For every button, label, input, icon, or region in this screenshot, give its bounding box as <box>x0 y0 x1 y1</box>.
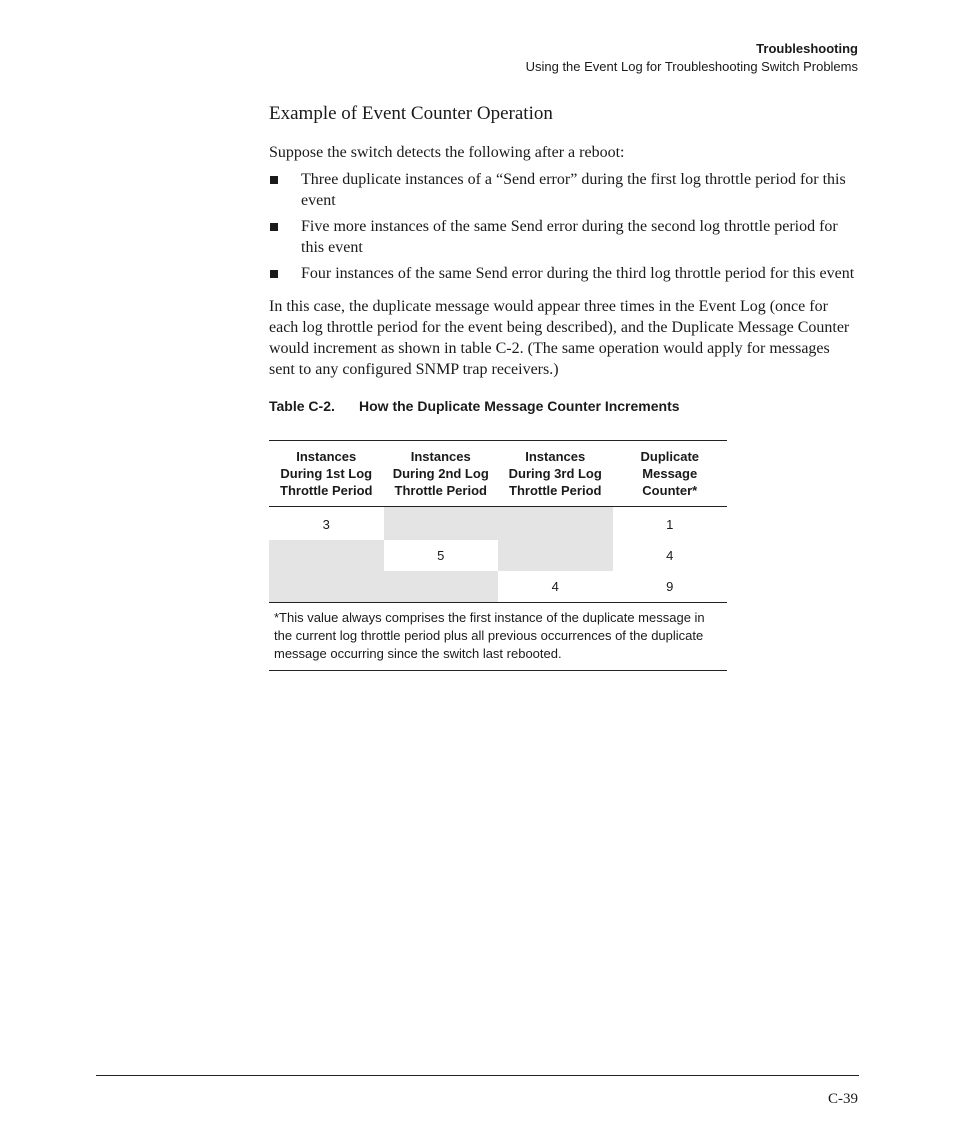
list-item <box>269 263 859 284</box>
table-caption <box>269 396 859 416</box>
column-header-third-period: Instances During 3rd Log Throttle Period <box>498 441 613 507</box>
table-cell: 4 <box>666 548 674 563</box>
column-header-first-period: Instances During 1st Log Throttle Period <box>269 441 384 507</box>
list-item-text: Five more instances of the same Send error during the second log throttle period for this event <box>301 218 838 256</box>
square-bullet-icon <box>270 223 278 231</box>
square-bullet-icon <box>270 176 278 184</box>
table-cell-shaded <box>269 571 384 603</box>
list-item <box>269 216 859 258</box>
bullet-list <box>269 169 859 284</box>
explanation-paragraph: In this case, the duplicate message would appear three times in the Event Log (once for each log throttle period for the event being described), and the Duplicate Message Counter would increment as shown in table C-2. (The same operation would apply for messages sent to any configured SNMP trap receivers.) <box>269 298 850 378</box>
column-header-second-period: Instances During 2nd Log Throttle Period <box>384 441 499 507</box>
table-cell: 3 <box>322 517 330 532</box>
running-header <box>526 40 858 76</box>
table-footnote: *This value always comprises the first instance of the duplicate message in the current log throttle period plus all previous occurrences of the duplicate message occurring since the switch last rebooted. <box>269 603 727 671</box>
table-header-row <box>269 441 727 507</box>
table-cell-shaded <box>384 571 499 603</box>
list-item-text: Four instances of the same Send error during the third log throttle period for this event <box>301 265 855 282</box>
table-cell-shaded <box>269 540 384 571</box>
table-cell-shaded <box>498 540 613 571</box>
footer-divider <box>96 1075 859 1076</box>
table-row <box>269 571 727 603</box>
section-heading: Example of Event Counter Operation <box>269 103 553 124</box>
list-item <box>269 169 859 211</box>
table-cell: 4 <box>551 579 559 594</box>
column-header-counter: Duplicate Message Counter* <box>613 441 728 507</box>
square-bullet-icon <box>270 270 278 278</box>
table-row <box>269 507 727 541</box>
section-title: Using the Event Log for Troubleshooting Switch Problems <box>525 59 858 74</box>
table-number: Table C-2. <box>269 398 335 414</box>
table-footnote-row <box>269 603 727 671</box>
page-content <box>269 100 859 671</box>
table-cell: 1 <box>666 517 674 532</box>
page-number: C-39 <box>828 1091 858 1107</box>
table-cell-shaded <box>384 507 499 541</box>
chapter-title: Troubleshooting <box>756 41 858 56</box>
intro-paragraph: Suppose the switch detects the following after a reboot: <box>269 144 625 161</box>
table-cell: 5 <box>437 548 445 563</box>
table-cell-shaded <box>498 507 613 541</box>
duplicate-counter-table <box>269 440 727 671</box>
table-title: How the Duplicate Message Counter Increments <box>359 398 680 414</box>
list-item-text: Three duplicate instances of a “Send error” during the first log throttle period for this event <box>301 171 846 209</box>
table-cell: 9 <box>666 579 674 594</box>
table-row <box>269 540 727 571</box>
